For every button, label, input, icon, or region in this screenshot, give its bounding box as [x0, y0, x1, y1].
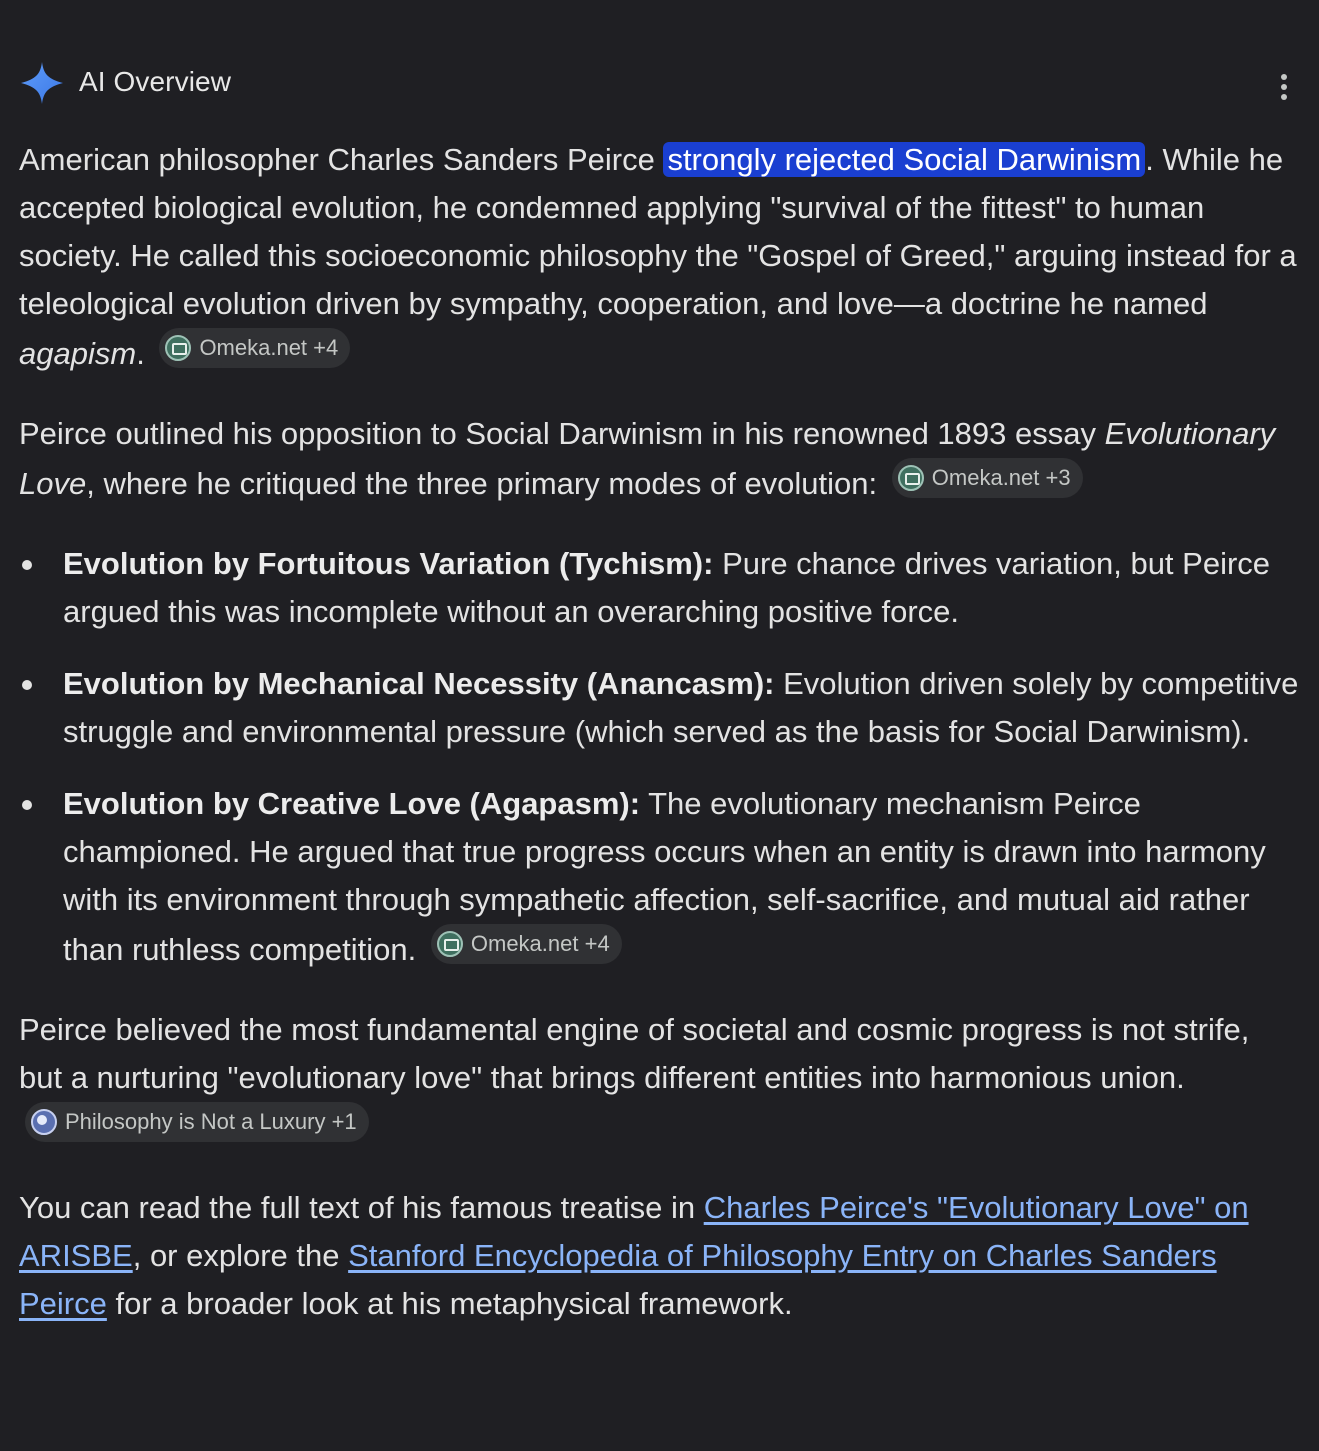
intro-text: American philosopher Charles Sanders Peirce: [19, 142, 664, 177]
mode-term: Evolution by Mechanical Necessity (Anancasm):: [63, 666, 775, 701]
reading-text-middle: , or explore the: [132, 1238, 349, 1273]
evolution-modes-list: [19, 540, 1299, 974]
more-vert-icon-dot: [1281, 84, 1287, 90]
overview-content: [19, 136, 1299, 1360]
globe-favicon-icon: [31, 1109, 57, 1135]
intro-text-end: .: [136, 336, 145, 371]
mode-description: The evolutionary mechanism Peirce championed. He argued that true progress occurs when an entity is drawn into harmony with its environment through sympathetic affection, self-sacrifice, and mutual aid rather than ruthless competition.: [63, 786, 1266, 967]
list-item-anancasm: [19, 660, 1299, 756]
intro-text-continued: . While he accepted biological evolution, he condemned applying "survival of the fittest" to human society. He called this socioeconomic philosophy the "Gospel of Greed," arguing instead for a teleological evolution driven by sympathy, cooperation, and love—a doctrine he named: [19, 142, 1297, 321]
essay-text-continued: , where he critiqued the three primary modes of evolution:: [86, 466, 878, 501]
paragraph-further-reading: [19, 1184, 1299, 1328]
mode-description: Pure chance drives variation, but Peirce argued this was incomplete without an overarching positive force.: [63, 546, 1271, 629]
highlighted-phrase[interactable]: strongly rejected Social Darwinism: [663, 142, 1145, 177]
source-chip-label: Omeka.net +4: [199, 335, 339, 360]
mode-term: Evolution by Creative Love (Agapasm):: [63, 786, 641, 821]
source-chip-label: Omeka.net +4: [470, 931, 610, 956]
mode-term: Evolution by Fortuitous Variation (Tychism):: [63, 546, 714, 581]
ai-overview-title: AI Overview: [79, 66, 232, 97]
sparkle-icon: [19, 60, 65, 106]
stanford-encyclopedia-link[interactable]: Stanford Encyclopedia of Philosophy Entry on Charles Sanders Peirce: [19, 1238, 1217, 1321]
essay-text: Peirce outlined his opposition to Social Darwinism in his renowned 1893 essay: [19, 416, 1105, 451]
omeka-favicon-icon: [437, 931, 463, 957]
source-chip-omeka[interactable]: [159, 328, 350, 368]
list-item-tychism: [19, 540, 1299, 636]
conclusion-text: Peirce believed the most fundamental engine of societal and cosmic progress is not strife, but a nurturing "evolutionary love" that brings different entities into harmonious union.: [19, 1012, 1250, 1095]
source-chip-label: Omeka.net +3: [931, 465, 1071, 490]
arisbe-link[interactable]: Charles Peirce's "Evolutionary Love" on ARISBE: [19, 1190, 1249, 1273]
agapism-term: agapism: [19, 336, 137, 371]
omeka-favicon-icon: [898, 465, 924, 491]
source-chip-omeka[interactable]: [892, 458, 1083, 498]
omeka-favicon-icon: [165, 335, 191, 361]
paragraph-essay: [19, 410, 1299, 508]
reading-text-end: for a broader look at his metaphysical framework.: [106, 1286, 793, 1321]
list-item-agapasm: [19, 780, 1299, 974]
ai-overview-header: [19, 60, 1299, 106]
more-vert-icon: [1281, 74, 1287, 80]
reading-text: You can read the full text of his famous treatise in: [19, 1190, 704, 1225]
source-chip-label: Philosophy is Not a Luxury +1: [65, 1109, 357, 1134]
paragraph-intro: [19, 136, 1299, 378]
more-vert-icon-dot: [1281, 94, 1287, 100]
essay-title: Evolutionary Love: [19, 416, 1276, 501]
mode-description: Evolution driven solely by competitive struggle and environmental pressure (which served as the basis for Social Darwinism).: [63, 666, 1299, 749]
source-chip-omeka[interactable]: [431, 924, 622, 964]
more-options-button[interactable]: [1269, 64, 1299, 104]
paragraph-conclusion: [19, 1006, 1299, 1152]
source-chip-philosophy[interactable]: [25, 1102, 369, 1142]
